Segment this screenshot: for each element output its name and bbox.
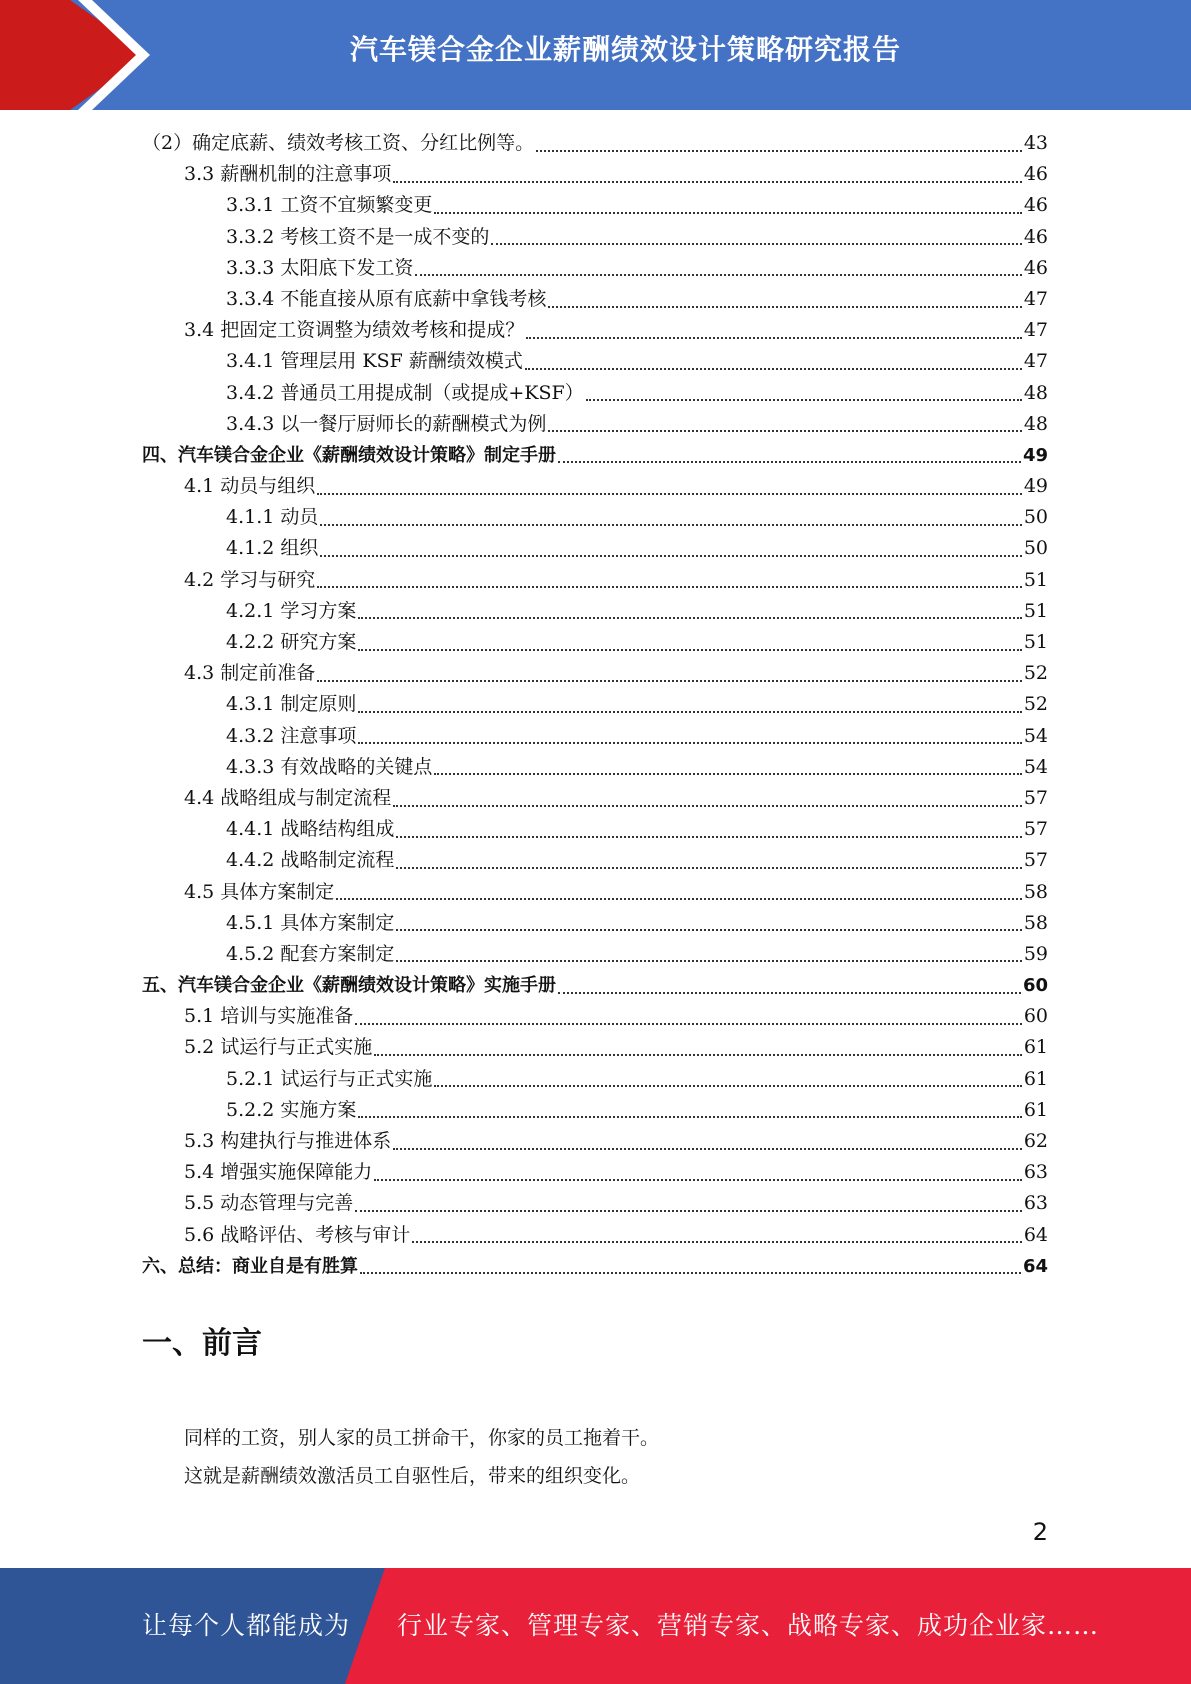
toc-dot-leader — [434, 212, 1021, 214]
toc-entry-page: 46 — [1023, 163, 1048, 186]
toc-entry[interactable] — [142, 315, 1048, 346]
toc-entry-title: 4.3 制定前准备 — [184, 662, 316, 685]
toc-dot-leader — [320, 524, 1021, 526]
header-title: 汽车镁合金企业薪酬绩效设计策略研究报告 — [349, 33, 901, 66]
toc-entry-title: 4.3.1 制定原则 — [226, 693, 357, 716]
toc-entry-page: 46 — [1023, 225, 1048, 248]
toc-entry-title: 4.5 具体方案制定 — [184, 880, 335, 903]
toc-entry[interactable] — [142, 346, 1048, 377]
toc-entry[interactable] — [142, 440, 1048, 471]
toc-entry[interactable] — [142, 378, 1048, 409]
toc-dot-leader — [526, 337, 1022, 339]
toc-entry-title: 4.5.2 配套方案制定 — [226, 942, 395, 965]
toc-entry-page: 49 — [1022, 444, 1048, 466]
toc-entry-title: 4.1 动员与组织 — [184, 475, 316, 498]
toc-entry-title: 3.3.1 工资不宜频繁变更 — [226, 194, 433, 217]
toc-entry-page: 52 — [1023, 693, 1048, 716]
toc-entry-title: 3.4.1 管理层用 KSF 薪酬绩效模式 — [226, 350, 523, 373]
toc-entry-page: 61 — [1023, 1067, 1048, 1090]
toc-entry-page: 48 — [1023, 381, 1048, 404]
toc-entry-page: 47 — [1023, 287, 1048, 310]
toc-entry-page: 51 — [1023, 631, 1048, 653]
toc-entry[interactable] — [142, 845, 1048, 876]
toc-entry[interactable] — [142, 533, 1048, 564]
toc-dot-leader — [358, 617, 1021, 619]
toc-entry-page: 50 — [1023, 506, 1048, 529]
toc-entry[interactable] — [142, 1032, 1048, 1063]
toc-entry-title: 3.4.2 普通员工用提成制（或提成+KSF） — [226, 381, 584, 404]
toc-dot-leader — [434, 1085, 1021, 1087]
toc-entry-page: 58 — [1023, 911, 1048, 934]
toc-entry-page: 61 — [1023, 1036, 1048, 1059]
toc-entry-title: 六、总结：商业自是有胜算 — [142, 1255, 358, 1277]
intro-paragraph-2: 这就是薪酬绩效激活员工自驱性后，带来的组织变化。 — [184, 1465, 641, 1487]
toc-entry-page: 46 — [1023, 194, 1048, 217]
toc-entry[interactable] — [142, 159, 1048, 190]
toc-entry[interactable] — [142, 877, 1048, 908]
toc-entry-title: 3.3 薪酬机制的注意事项 — [184, 163, 392, 186]
toc-dot-leader — [586, 399, 1022, 401]
toc-entry-title: 4.2 学习与研究 — [184, 568, 316, 591]
page-number: 2 — [1032, 1518, 1048, 1546]
toc-entry[interactable] — [142, 1126, 1048, 1157]
toc-entry[interactable] — [142, 128, 1048, 159]
toc-dot-leader — [374, 1179, 1022, 1181]
toc-dot-leader — [358, 1116, 1021, 1118]
toc-entry-title: 4.5.1 具体方案制定 — [226, 911, 395, 934]
toc-entry[interactable] — [142, 253, 1048, 284]
toc-entry[interactable] — [142, 409, 1048, 440]
toc-entry[interactable] — [142, 783, 1048, 814]
toc-entry-page: 47 — [1023, 319, 1048, 342]
toc-entry-page: 46 — [1023, 256, 1048, 279]
toc-entry-page: 54 — [1023, 755, 1048, 778]
toc-entry[interactable] — [142, 814, 1048, 845]
toc-entry-title: 4.4.2 战略制定流程 — [226, 849, 395, 872]
toc-entry[interactable] — [142, 502, 1048, 533]
toc-entry-title: 5.2 试运行与正式实施 — [184, 1036, 373, 1059]
toc-entry-page: 54 — [1023, 724, 1048, 747]
toc-dot-leader — [396, 867, 1021, 869]
toc-entry-title: 5.5 动态管理与完善 — [184, 1192, 354, 1215]
toc-entry-title: 5.6 战略评估、考核与审计 — [184, 1223, 411, 1246]
toc-entry[interactable] — [142, 1157, 1048, 1188]
toc-entry-page: 48 — [1023, 412, 1048, 435]
toc-dot-leader — [558, 461, 1021, 463]
footer-slogan-left: 让每个人都能成为 — [142, 1611, 351, 1640]
toc-entry-page: 57 — [1023, 818, 1048, 841]
toc-dot-leader — [358, 649, 1021, 651]
toc-entry-page: 50 — [1023, 537, 1048, 560]
page-footer — [0, 1568, 1191, 1684]
toc-dot-leader — [548, 430, 1021, 432]
toc-dot-leader — [393, 1148, 1022, 1150]
toc-entry-page: 64 — [1023, 1223, 1048, 1246]
toc-entry-page: 64 — [1022, 1255, 1048, 1277]
toc-dot-leader — [320, 555, 1021, 557]
table-of-contents — [142, 128, 1048, 1282]
toc-dot-leader — [525, 368, 1022, 370]
toc-entry-page: 51 — [1023, 568, 1048, 591]
toc-dot-leader — [396, 836, 1021, 838]
toc-entry-title: 5.2.1 试运行与正式实施 — [226, 1067, 433, 1090]
toc-entry[interactable] — [142, 658, 1048, 689]
toc-entry-page: 59 — [1023, 942, 1048, 965]
toc-dot-leader — [393, 805, 1022, 807]
toc-entry[interactable] — [142, 1220, 1048, 1251]
toc-entry-title: 3.3.4 不能直接从原有底薪中拿钱考核 — [226, 287, 547, 310]
toc-entry-page: 58 — [1023, 880, 1048, 903]
toc-dot-leader — [558, 992, 1021, 994]
toc-entry-title: 4.4 战略组成与制定流程 — [184, 786, 392, 809]
toc-entry[interactable] — [142, 222, 1048, 253]
toc-entry[interactable] — [142, 689, 1048, 720]
toc-entry[interactable] — [142, 471, 1048, 502]
toc-dot-leader — [360, 1272, 1021, 1274]
toc-entry-title: 4.1.2 组织 — [226, 537, 319, 560]
toc-entry-title: 5.3 构建执行与推进体系 — [184, 1130, 392, 1152]
toc-entry[interactable] — [142, 565, 1048, 596]
toc-entry[interactable] — [142, 1064, 1048, 1095]
toc-entry-page: 60 — [1023, 1005, 1048, 1028]
toc-entry-page: 47 — [1023, 350, 1048, 373]
toc-entry-title: 4.2.2 研究方案 — [226, 631, 357, 653]
toc-dot-leader — [317, 493, 1022, 495]
toc-entry-page: 49 — [1023, 475, 1048, 498]
toc-entry-title: 4.3.3 有效战略的关键点 — [226, 755, 433, 778]
intro-paragraph-1: 同样的工资，别人家的员工拼命干，你家的员工拖着干。 — [184, 1427, 660, 1449]
toc-entry-title: 5.1 培训与实施准备 — [184, 1005, 354, 1028]
toc-entry[interactable] — [142, 627, 1048, 658]
section-heading: 一、前言 — [142, 1326, 262, 1361]
toc-entry-page: 43 — [1023, 132, 1048, 154]
toc-entry[interactable] — [142, 970, 1048, 1001]
toc-entry-title: 3.4 把固定工资调整为绩效考核和提成？ — [184, 319, 525, 342]
toc-entry-title: 5.2.2 实施方案 — [226, 1098, 357, 1121]
toc-entry[interactable] — [142, 1188, 1048, 1219]
toc-entry-page: 62 — [1023, 1130, 1048, 1152]
toc-dot-leader — [434, 773, 1021, 775]
toc-entry-title: 5.4 增强实施保障能力 — [184, 1161, 373, 1184]
toc-entry-page: 57 — [1023, 849, 1048, 872]
toc-dot-leader — [358, 711, 1021, 713]
toc-entry-title: 四、汽车镁合金企业《薪酬绩效设计策略》制定手册 — [142, 444, 556, 466]
toc-entry[interactable] — [142, 721, 1048, 752]
toc-dot-leader — [491, 243, 1021, 245]
toc-entry-title: 3.3.2 考核工资不是一成不变的 — [226, 225, 490, 248]
toc-dot-leader — [393, 181, 1022, 183]
toc-dot-leader — [317, 680, 1022, 682]
toc-entry-title: 4.3.2 注意事项 — [226, 724, 357, 747]
toc-dot-leader — [396, 929, 1021, 931]
toc-dot-leader — [336, 898, 1022, 900]
toc-entry[interactable] — [142, 1251, 1048, 1282]
toc-entry-title: 五、汽车镁合金企业《薪酬绩效设计策略》实施手册 — [142, 975, 556, 997]
toc-entry[interactable] — [142, 1095, 1048, 1126]
toc-entry-page: 60 — [1022, 975, 1048, 997]
toc-entry-title: 3.3.3 太阳底下发工资 — [226, 256, 414, 279]
toc-dot-leader — [536, 150, 1022, 152]
toc-entry-page: 57 — [1023, 786, 1048, 809]
toc-entry-page: 63 — [1023, 1161, 1048, 1184]
toc-dot-leader — [415, 274, 1021, 276]
toc-dot-leader — [355, 1210, 1022, 1212]
toc-entry[interactable] — [142, 190, 1048, 221]
toc-entry-title: 3.4.3 以一餐厅厨师长的薪酬模式为例 — [226, 412, 547, 435]
toc-dot-leader — [358, 742, 1021, 744]
toc-entry-title: 4.4.1 战略结构组成 — [226, 818, 395, 841]
toc-entry[interactable] — [142, 939, 1048, 970]
toc-dot-leader — [548, 306, 1021, 308]
toc-entry[interactable] — [142, 752, 1048, 783]
footer-slogan-right: 行业专家、管理专家、营销专家、战略专家、成功企业家…… — [397, 1611, 1100, 1640]
toc-dot-leader — [412, 1241, 1022, 1243]
toc-entry-page: 52 — [1023, 662, 1048, 685]
toc-dot-leader — [374, 1054, 1022, 1056]
toc-dot-leader — [355, 1023, 1022, 1025]
toc-dot-leader — [317, 586, 1022, 588]
toc-entry[interactable] — [142, 1001, 1048, 1032]
toc-entry-title: 4.1.1 动员 — [226, 506, 319, 529]
toc-entry-page: 61 — [1023, 1098, 1048, 1121]
toc-entry[interactable] — [142, 596, 1048, 627]
toc-entry-page: 51 — [1023, 599, 1048, 622]
toc-entry[interactable] — [142, 284, 1048, 315]
toc-entry-title: 4.2.1 学习方案 — [226, 599, 357, 622]
toc-entry[interactable] — [142, 908, 1048, 939]
toc-entry-title: （2）确定底薪、绩效考核工资、分红比例等。 — [142, 132, 535, 154]
toc-dot-leader — [396, 960, 1021, 962]
page-header — [0, 0, 1191, 110]
toc-entry-page: 63 — [1023, 1192, 1048, 1215]
